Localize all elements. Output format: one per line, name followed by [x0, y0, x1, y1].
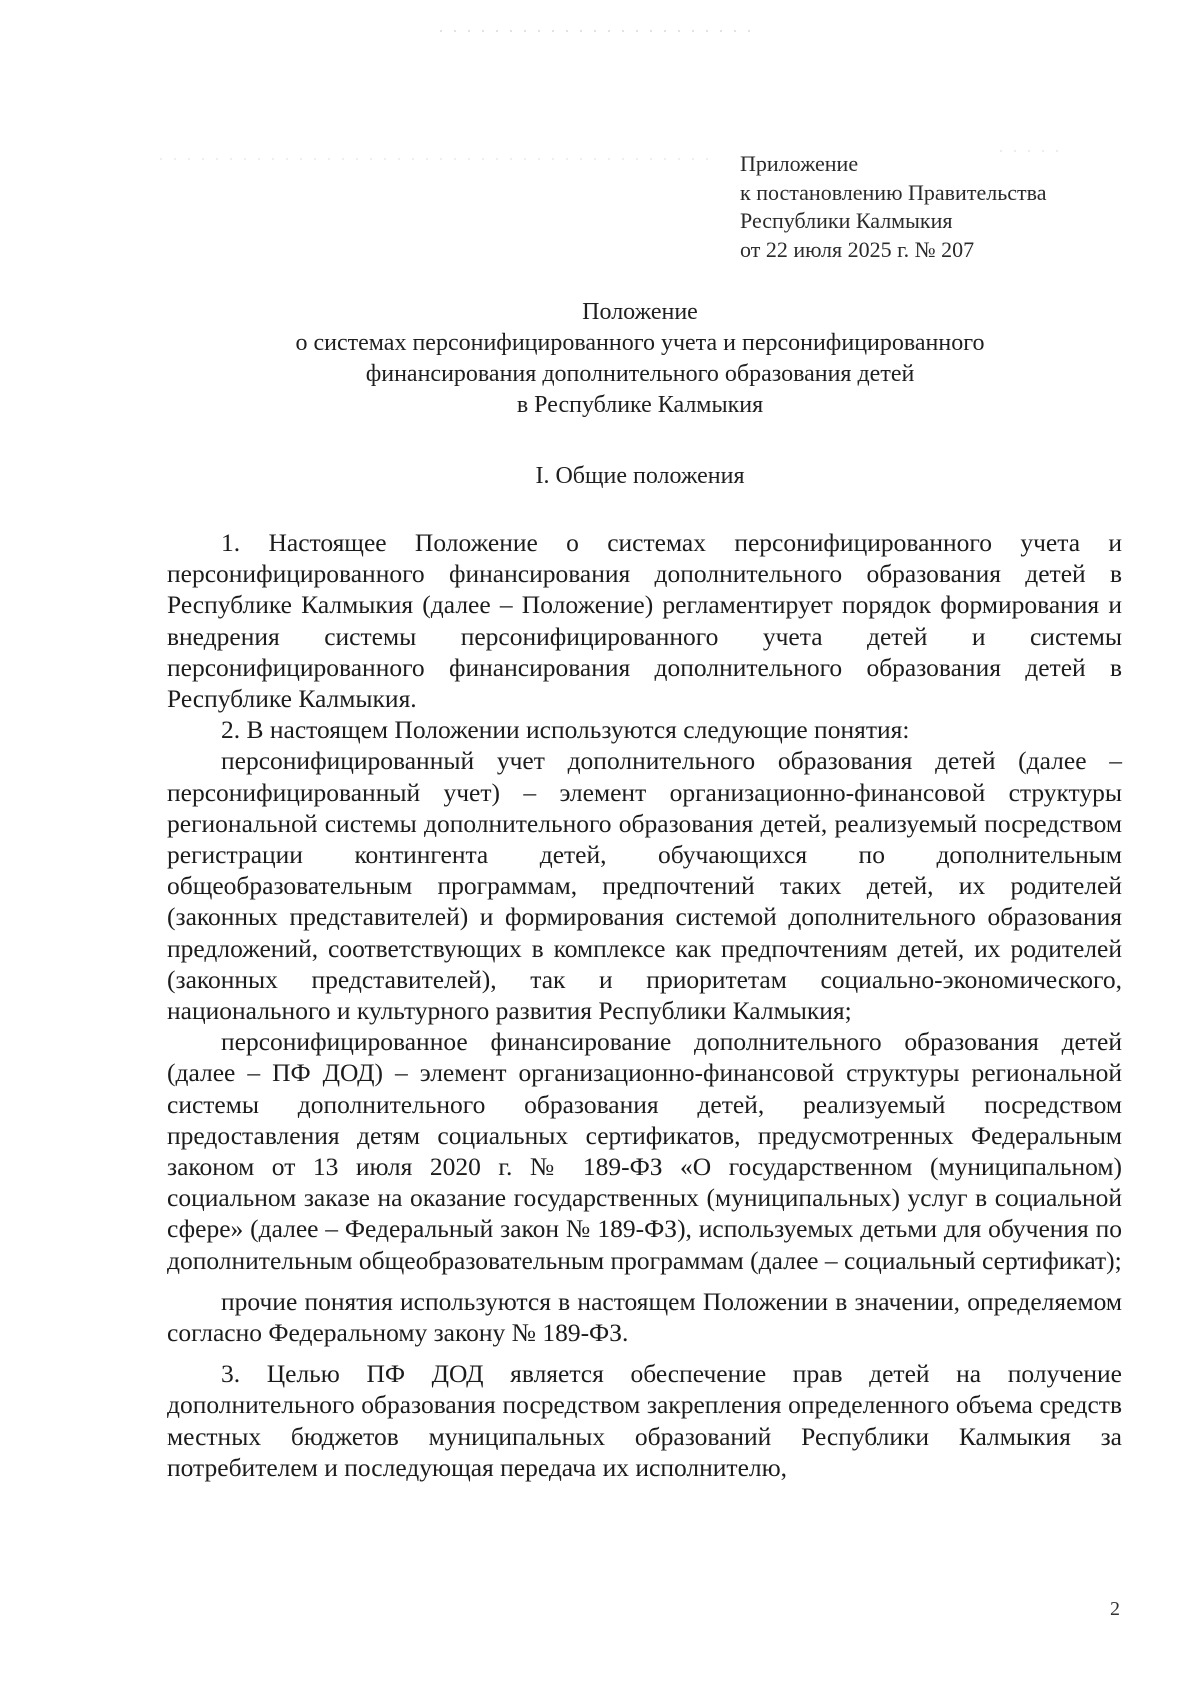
title-line: в Республике Калмыкия — [516, 392, 764, 418]
scan-noise — [440, 30, 760, 32]
scan-noise — [160, 158, 720, 160]
paragraph: 1. Настоящее Положение о системах персонифицированного учета и персонифицированного финансирования дополнительного образования детей в Республике Калмыкия (далее – Положение) регламентирует порядок формирования и внедрения системы персонифицированного учета детей и системы персонифицированного финансирования дополнительного образования детей в Республике Калмыкия. — [167, 528, 1122, 714]
title-line: финансирования дополнительного образования детей — [365, 361, 915, 387]
page-number: 2 — [1110, 1598, 1120, 1620]
section-heading: I. Общие положения — [535, 463, 745, 489]
appendix-block — [740, 150, 1046, 264]
paragraph: 2. В настоящем Положении используются следующие понятия: — [221, 715, 910, 745]
paragraph: 3. Целью ПФ ДОД является обеспечение прав детей на получение дополнительного образования посредством закрепления определенного объема средств местных бюджетов муниципальных образований Республики Калмыкия за потребителем и последующая передача их исполнителю, — [167, 1359, 1122, 1482]
paragraph: прочие понятия используются в настоящем Положении в значении, определяемом согласно Федеральному закону № 189-ФЗ. — [167, 1286, 1122, 1348]
body-text — [167, 527, 1122, 1483]
appendix-line: к постановлению Правительства — [740, 179, 1047, 205]
appendix-line: Приложение — [740, 151, 859, 176]
title-line: Положение — [582, 299, 698, 325]
document-title — [160, 297, 1120, 421]
paragraph: персонифицированный учет дополнительного образования детей (далее – персонифицированный учет) – элемент организационно-финансовой структуры региональной системы дополнительного образования детей, реализуемый посредством регистрации контингента детей, обучающихся по дополнительным общеобразовательным программам, предпочтений таких детей, их родителей (законных представителей) и формирования системой дополнительного образования предложений, соответствующих в комплексе как предпочтениям детей, их родителей (законных представителей), так и приоритетам социально-экономического, национального и культурного развития Республики Калмыкия; — [167, 746, 1122, 1026]
title-line: о системах персонифицированного учета и персонифицированного — [295, 330, 985, 356]
paragraph: персонифицированное финансирование дополнительного образования детей (далее – ПФ ДОД) – элемент организационно-финансовой структуры региональной системы дополнительного образования детей, реализуемый посредством предоставления детям социальных сертификатов, предусмотренных Федеральным законом от 13 июля 2020 г. № 189-ФЗ «О государственном (муниципальном) социальном заказе на оказание государственных (муниципальных) услуг в социальной сфере» (далее – Федеральный закон № 189-ФЗ), используемых детьми для обучения по дополнительным общеобразовательным программам (далее – социальный сертификат); — [167, 1027, 1122, 1275]
appendix-line: от 22 июля 2025 г. № 207 — [740, 236, 975, 262]
appendix-line: Республики Калмыкия — [740, 208, 953, 233]
